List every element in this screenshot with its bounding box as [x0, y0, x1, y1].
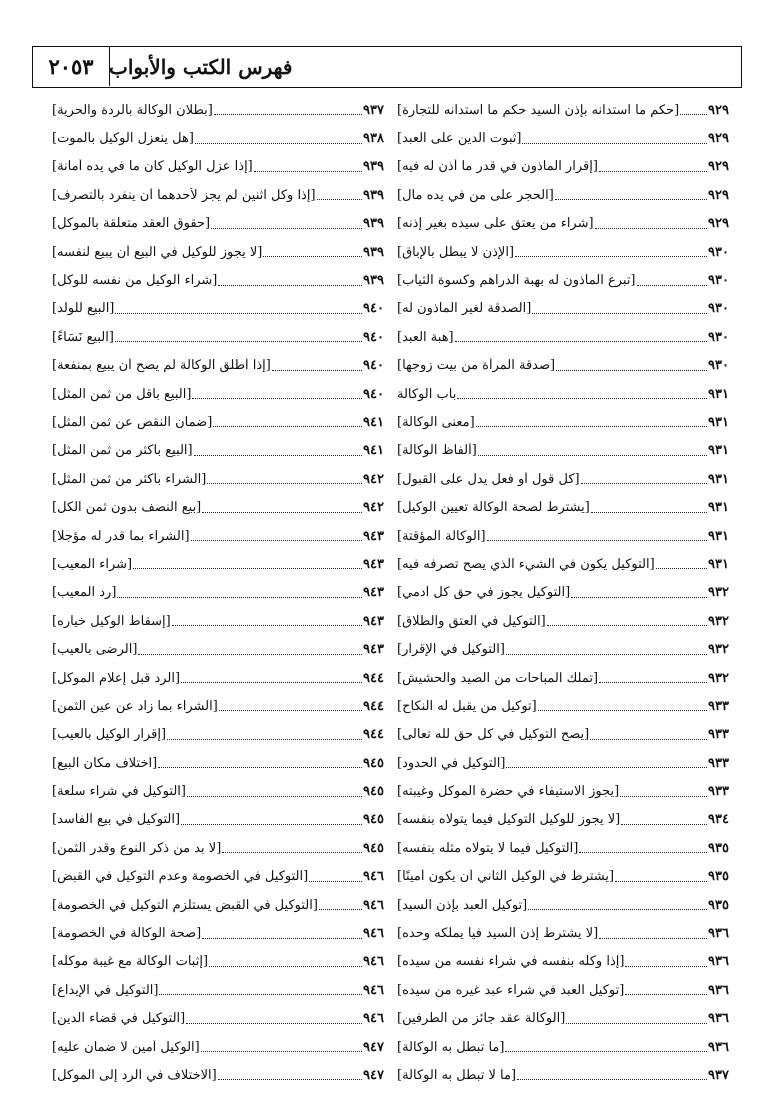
- entry-title: [التوكيل يجوز في حق كل آدمي]: [397, 585, 571, 601]
- entry-page-number: ٩٣٣: [708, 755, 729, 771]
- dot-leader: [506, 758, 707, 768]
- index-entry: [397, 323, 742, 351]
- index-entry: [397, 749, 742, 777]
- entry-page-number: ٩٤٥: [363, 784, 384, 800]
- entry-page-number: ٩٢٩: [708, 216, 729, 232]
- dot-leader: [579, 843, 707, 853]
- index-entry: [397, 522, 742, 550]
- index-entry: [397, 891, 742, 919]
- entry-title: [الإذن لا يبطل بالإباق]: [397, 244, 515, 260]
- entry-page-number: ٩٤١: [363, 443, 384, 459]
- entry-title: [الشراء بما زاد عن عين الثمن]: [52, 698, 218, 714]
- entry-title: [يشترط لصحة الوكالة تعيين الوكيل]: [397, 500, 590, 516]
- entry-title: [صدقة المرأة من بيت زوجها]: [397, 358, 556, 374]
- index-entry: [52, 96, 397, 124]
- entry-page-number: ٩٤٦: [363, 926, 384, 942]
- dot-leader: [625, 985, 707, 995]
- entry-title: [ضمان النقص عن ثمن المثل]: [52, 414, 213, 430]
- index-entry: [52, 380, 397, 408]
- dot-leader: [595, 219, 707, 229]
- entry-title: [الوكالة المؤقتة]: [397, 528, 486, 544]
- entry-page-number: ٩٣١: [708, 556, 729, 572]
- dot-leader: [476, 417, 707, 427]
- dot-leader: [209, 957, 362, 967]
- entry-page-number: ٩٣١: [708, 471, 729, 487]
- dot-leader: [620, 787, 707, 797]
- dot-leader: [621, 815, 707, 825]
- entry-title: [توكيل العبد في شراء عبد غيره من سيده]: [397, 982, 625, 998]
- entry-page-number: ٩٣١: [708, 414, 729, 430]
- dot-leader: [625, 957, 707, 967]
- entry-page-number: ٩٤٤: [363, 670, 384, 686]
- entry-page-number: ٩٤٣: [363, 528, 384, 544]
- entry-title: [الاختلاف في الرد إلى الموكل]: [52, 1067, 217, 1083]
- entry-page-number: ٩٢٩: [708, 187, 729, 203]
- dot-leader: [201, 1042, 362, 1052]
- entry-title: [إذا وكله بنفسه في شراء نفسه من سيده]: [397, 954, 625, 970]
- entry-title: [إذا أطلق الوكالة لم يصح أن يبيع بمنفعة]: [52, 358, 271, 374]
- dot-leader: [581, 474, 707, 484]
- entry-title: [إذا وكل اثنين لم يجز لأحدهما أن ينفرد بالتصرف]: [52, 187, 316, 203]
- page-number: ٢٠٥٣: [33, 47, 110, 86]
- entry-title: [لا يشترط إذن السيد فيا يملكه وحده]: [397, 926, 599, 942]
- entry-title: [ما لا تبطل به الوكالة]: [397, 1067, 517, 1083]
- dot-leader: [272, 361, 362, 371]
- index-entry: [52, 1005, 397, 1033]
- index-entry: [52, 806, 397, 834]
- entry-title: [هبة العبد]: [397, 329, 454, 345]
- entry-page-number: ٩٣٨: [363, 131, 384, 147]
- entry-title: [يصح التوكيل في كل حق لله تعالى]: [397, 727, 590, 743]
- index-entry: [397, 607, 742, 635]
- page-title: فهرس الكتب والأبواب: [109, 54, 293, 79]
- entry-page-number: ٩٤٤: [363, 698, 384, 714]
- entry-title: [شراء من يعتق على سيده بغير إذنه]: [397, 216, 594, 232]
- entry-page-number: ٩٤٠: [363, 301, 384, 317]
- entry-page-number: ٩٣٠: [708, 358, 729, 374]
- index-column-right: [397, 96, 742, 1090]
- entry-title: [إثبات الوكالة مع غيبة موكله]: [52, 954, 209, 970]
- entry-page-number: ٩٤٦: [363, 954, 384, 970]
- entry-page-number: ٩٤٦: [363, 869, 384, 885]
- entry-title: [الصدقة لغير المأذون له]: [397, 301, 532, 317]
- dot-leader: [192, 389, 362, 399]
- index-entry: [52, 834, 397, 862]
- entry-page-number: ٩٣٣: [708, 784, 729, 800]
- index-entry: [52, 692, 397, 720]
- dot-leader: [528, 900, 707, 910]
- index-entry: [397, 437, 742, 465]
- entry-page-number: ٩٣٦: [708, 982, 729, 998]
- index-entry: [52, 635, 397, 663]
- entry-page-number: ٩٣١: [708, 443, 729, 459]
- entry-title: [التوكيل في القبض يستلزم التوكيل في الخصومة]: [52, 897, 318, 913]
- dot-leader: [506, 645, 707, 655]
- entry-title: [هل ينعزل الوكيل بالموت]: [52, 131, 194, 147]
- entry-title: [رد المعيب]: [52, 585, 117, 601]
- index-entry: [52, 919, 397, 947]
- dot-leader: [522, 134, 707, 144]
- entry-page-number: ٩٣٩: [363, 216, 384, 232]
- dot-leader: [615, 872, 707, 882]
- dot-leader: [222, 843, 362, 853]
- dot-leader: [138, 645, 362, 655]
- entry-title: [حقوق العقد متعلقة بالموكل]: [52, 216, 211, 232]
- entry-title: [ألفاظ الوكالة]: [397, 443, 477, 459]
- entry-title: [التوكيل في الإيداع]: [52, 982, 159, 998]
- index-column-left: [52, 96, 397, 1090]
- entry-title: [التوكيل في الإقرار]: [397, 642, 505, 658]
- dot-leader: [566, 1014, 707, 1024]
- dot-leader: [532, 304, 707, 314]
- dot-leader: [599, 929, 707, 939]
- entry-title: [التوكيل في العتق والطلاق]: [397, 613, 546, 629]
- entry-page-number: ٩٣٢: [708, 585, 729, 601]
- dot-leader: [309, 872, 362, 882]
- dot-leader: [158, 758, 362, 768]
- index-entry: [397, 266, 742, 294]
- index-entry: [397, 1033, 742, 1061]
- index-entry: [397, 948, 742, 976]
- entry-page-number: ٩٤٦: [363, 982, 384, 998]
- dot-leader: [115, 332, 362, 342]
- entry-page-number: ٩٣٠: [708, 244, 729, 260]
- dot-leader: [202, 929, 362, 939]
- entry-title: [حكم ما استدانه بإذن السيد حكم ما استدانه للتجارة]: [397, 102, 680, 118]
- dot-leader: [115, 304, 362, 314]
- entry-page-number: ٩٤٥: [363, 755, 384, 771]
- index-entry: [397, 919, 742, 947]
- dot-leader: [515, 247, 707, 257]
- dot-leader: [599, 673, 707, 683]
- entry-page-number: ٩٤٤: [363, 727, 384, 743]
- entry-page-number: ٩٣١: [708, 500, 729, 516]
- entry-page-number: ٩٤٣: [363, 585, 384, 601]
- index-entry: [397, 692, 742, 720]
- entry-page-number: ٩٣٠: [708, 329, 729, 345]
- dot-leader: [194, 446, 362, 456]
- entry-title: [البيع نَسَاءً]: [52, 329, 114, 345]
- dot-leader: [219, 701, 362, 711]
- index-entry: [52, 437, 397, 465]
- dot-leader: [556, 361, 707, 371]
- entry-title: [توكيل من يقبل له النكاح]: [397, 698, 537, 714]
- entry-page-number: ٩٤٦: [363, 897, 384, 913]
- index-entry: [52, 352, 397, 380]
- index-entry: [397, 777, 742, 805]
- dot-leader: [505, 1042, 707, 1052]
- entry-title: [البيع بأقل من ثمن المثل]: [52, 386, 192, 402]
- entry-title: [التوكيل في بيع الفاسد]: [52, 812, 181, 828]
- entry-page-number: ٩٤٣: [363, 556, 384, 572]
- index-entry: [397, 863, 742, 891]
- dot-leader: [181, 673, 362, 683]
- entry-title: [التوكيل في الخصومة وعدم التوكيل في القبض]: [52, 869, 309, 885]
- entry-title: [صحة الوكالة في الخصومة]: [52, 926, 202, 942]
- entry-title: [لا يجوز للوكيل التوكيل فيما يتولاه بنفسه]: [397, 812, 621, 828]
- entry-title: [معنى الوكالة]: [397, 414, 475, 430]
- entry-title: [إقرار المأذون في قدر ما أذن له فيه]: [397, 159, 598, 175]
- entry-title: [ثبوت الدين على العبد]: [397, 131, 522, 147]
- entry-title: [تبرع المأذون له بهبة الدراهم وكسوة الثياب]: [397, 273, 636, 289]
- entry-title: [التوكيل في قضاء الدين]: [52, 1011, 186, 1027]
- entry-title: [الرضى بالعيب]: [52, 642, 138, 658]
- entry-page-number: ٩٣٢: [708, 642, 729, 658]
- entry-page-number: ٩٣٦: [708, 926, 729, 942]
- dot-leader: [207, 474, 362, 484]
- index-entry: [397, 493, 742, 521]
- index-entry: [397, 664, 742, 692]
- index-entry: [397, 1061, 742, 1089]
- entry-title: [الشراء بأكثر من ثمن المثل]: [52, 471, 207, 487]
- dot-leader: [195, 134, 362, 144]
- entry-title: [بيع النصف بدون ثمن الكل]: [52, 500, 202, 516]
- dot-leader: [317, 190, 362, 200]
- index-entry: [52, 749, 397, 777]
- index-entry: [52, 863, 397, 891]
- index-entry: [52, 891, 397, 919]
- entry-page-number: ٩٣١: [708, 386, 729, 402]
- dot-leader: [571, 588, 707, 598]
- dot-leader: [599, 162, 707, 172]
- entry-title: [يجوز الاستيفاء في حضرة الموكل وغيبته]: [397, 784, 620, 800]
- entry-title: [التوكيل يكون في الشيء الذي يصح تصرفه فيه]: [397, 556, 655, 572]
- index-entry: [52, 1061, 397, 1089]
- entry-title: [الرد قبل إعلام الموكل]: [52, 670, 181, 686]
- entry-title: [شراء الوكيل من نفسه للوكل]: [52, 273, 218, 289]
- index-entry: [52, 579, 397, 607]
- entry-page-number: ٩٢٩: [708, 159, 729, 175]
- entry-page-number: ٩٤٣: [363, 613, 384, 629]
- dot-leader: [637, 276, 707, 286]
- index-entry: [52, 522, 397, 550]
- dot-leader: [211, 219, 362, 229]
- dot-leader: [167, 730, 362, 740]
- index-entry: [397, 806, 742, 834]
- entry-page-number: ٩٣٦: [708, 1011, 729, 1027]
- index-entry: [397, 238, 742, 266]
- entry-page-number: ٩٣٧: [708, 1067, 729, 1083]
- dot-leader: [656, 559, 707, 569]
- entry-title: [بطلان الوكالة بالردة والحرية]: [52, 102, 213, 118]
- index-entry: [52, 607, 397, 635]
- index-entry: [397, 124, 742, 152]
- entry-page-number: ٩٣٩: [363, 244, 384, 260]
- index-entry: [397, 210, 742, 238]
- index-entry: [52, 323, 397, 351]
- entry-page-number: ٩٣٢: [708, 670, 729, 686]
- entry-page-number: ٩٣٩: [363, 159, 384, 175]
- index-entry: [397, 153, 742, 181]
- entry-page-number: ٩٣٩: [363, 273, 384, 289]
- index-entry: [397, 408, 742, 436]
- dot-leader: [117, 588, 362, 598]
- dot-leader: [478, 446, 707, 456]
- entry-page-number: ٩٤٠: [363, 329, 384, 345]
- dot-leader: [191, 531, 362, 541]
- index-entry: [397, 579, 742, 607]
- index-entry: [52, 777, 397, 805]
- entry-title: [يشترط في الوكيل الثاني أن يكون أمينًا]: [397, 869, 615, 885]
- dot-leader: [263, 247, 362, 257]
- index-entry: [52, 1033, 397, 1061]
- index-entry: [397, 834, 742, 862]
- index-entry: [397, 465, 742, 493]
- index-entry: [52, 976, 397, 1004]
- entry-title: [لا بد من ذكر النوع وقدر الثمن]: [52, 840, 222, 856]
- dot-leader: [186, 1014, 362, 1024]
- index-entry: [397, 1005, 742, 1033]
- entry-page-number: ٩٣٥: [708, 897, 729, 913]
- entry-title: [الحجر على من في يده مال]: [397, 187, 554, 203]
- index-entry: [52, 181, 397, 209]
- index-entry: [397, 181, 742, 209]
- index-entry: [52, 408, 397, 436]
- index-entry: [397, 295, 742, 323]
- entry-page-number: ٩٤٢: [363, 471, 384, 487]
- index-entry: [397, 550, 742, 578]
- index-entry: [52, 238, 397, 266]
- dot-leader: [590, 730, 707, 740]
- entry-page-number: ٩٣٦: [708, 1039, 729, 1055]
- dot-leader: [133, 559, 362, 569]
- index-entry: [52, 465, 397, 493]
- entry-title: [اختلاف مكان البيع]: [52, 755, 158, 771]
- entry-title: [إسقاط الوكيل خياره]: [52, 613, 171, 629]
- entry-title: [الشراء بما قدر له مؤجلًا]: [52, 528, 190, 544]
- entry-page-number: ٩٣٠: [708, 273, 729, 289]
- entry-title: [لا يجوز للوكيل في البيع أن يبيع لنفسه]: [52, 244, 263, 260]
- index-entry: [52, 493, 397, 521]
- entry-title: [ما تبطل به الوكالة]: [397, 1039, 505, 1055]
- entry-page-number: ٩٢٩: [708, 131, 729, 147]
- index-entry: [52, 124, 397, 152]
- entry-title: [شراء المعيب]: [52, 556, 133, 572]
- index-entry: [52, 664, 397, 692]
- entry-page-number: ٩٤٧: [363, 1039, 384, 1055]
- entry-page-number: ٩٤٠: [363, 358, 384, 374]
- index-entry: [397, 96, 742, 124]
- entry-page-number: ٩٤٥: [363, 812, 384, 828]
- entry-title: [التوكيل فيما لا يتولاه مثله بنفسه]: [397, 840, 579, 856]
- index-entry: [52, 721, 397, 749]
- index-entry: [52, 153, 397, 181]
- entry-title: [إذا عزل الوكيل كان ما في يده أمانة]: [52, 159, 253, 175]
- entry-page-number: ٩٣٣: [708, 698, 729, 714]
- entry-title: [الوكالة عقد جائز من الطرفين]: [397, 1011, 566, 1027]
- index-entry: [397, 721, 742, 749]
- entry-page-number: ٩٢٩: [708, 102, 729, 118]
- entry-page-number: ٩٤٣: [363, 642, 384, 658]
- entry-title: [توكيل العبد بإذن السيد]: [397, 897, 528, 913]
- dot-leader: [547, 616, 707, 626]
- entry-page-number: ٩٣٣: [708, 727, 729, 743]
- index-entry: [52, 266, 397, 294]
- dot-leader: [538, 701, 707, 711]
- dot-leader: [455, 332, 707, 342]
- entry-title: [البيع للولد]: [52, 301, 115, 317]
- entry-title: [التوكيل في شراء سلعة]: [52, 784, 186, 800]
- entry-title: [التوكيل في الحدود]: [397, 755, 506, 771]
- entry-title: [البيع بأكثر من ثمن المثل]: [52, 443, 193, 459]
- page-header: [32, 46, 742, 88]
- entry-title: [كل قول أو فعل يدل على القبول]: [397, 471, 580, 487]
- dot-leader: [555, 190, 707, 200]
- dot-leader: [457, 389, 707, 399]
- index-entry: [52, 948, 397, 976]
- entry-page-number: ٩٣١: [708, 528, 729, 544]
- dot-leader: [159, 985, 362, 995]
- entry-title: باب الوكالة: [397, 386, 457, 402]
- dot-leader: [172, 616, 362, 626]
- dot-leader: [517, 1070, 707, 1080]
- index-entry: [397, 380, 742, 408]
- dot-leader: [187, 787, 362, 797]
- entry-page-number: ٩٣٥: [708, 869, 729, 885]
- entry-page-number: ٩٤٧: [363, 1067, 384, 1083]
- entry-page-number: ٩٣٢: [708, 613, 729, 629]
- dot-leader: [591, 503, 707, 513]
- entry-page-number: ٩٤٦: [363, 1011, 384, 1027]
- dot-leader: [680, 105, 707, 115]
- entry-title: [تملك المباحات من الصيد والحشيش]: [397, 670, 599, 686]
- dot-leader: [214, 105, 362, 115]
- dot-leader: [213, 417, 362, 427]
- dot-leader: [254, 162, 362, 172]
- index-entry: [52, 550, 397, 578]
- entry-page-number: ٩٣٤: [708, 812, 729, 828]
- index-entry: [52, 210, 397, 238]
- entry-title: [الوكيل أمين لا ضمان عليه]: [52, 1039, 200, 1055]
- index-entry: [397, 976, 742, 1004]
- dot-leader: [202, 503, 362, 513]
- dot-leader: [487, 531, 707, 541]
- index-entry: [397, 635, 742, 663]
- entry-page-number: ٩٣٠: [708, 301, 729, 317]
- dot-leader: [218, 276, 362, 286]
- entry-page-number: ٩٣٥: [708, 840, 729, 856]
- entry-page-number: ٩٤١: [363, 414, 384, 430]
- entry-page-number: ٩٣٩: [363, 187, 384, 203]
- entry-page-number: ٩٤٢: [363, 500, 384, 516]
- dot-leader: [218, 1070, 362, 1080]
- entry-page-number: ٩٣٦: [708, 954, 729, 970]
- entry-page-number: ٩٤٥: [363, 840, 384, 856]
- entry-page-number: ٩٣٧: [363, 102, 384, 118]
- index-entry: [52, 295, 397, 323]
- dot-leader: [319, 900, 362, 910]
- dot-leader: [181, 815, 362, 825]
- index-entry: [397, 352, 742, 380]
- entry-page-number: ٩٤٠: [363, 386, 384, 402]
- entry-title: [إقرار الوكيل بالعيب]: [52, 727, 167, 743]
